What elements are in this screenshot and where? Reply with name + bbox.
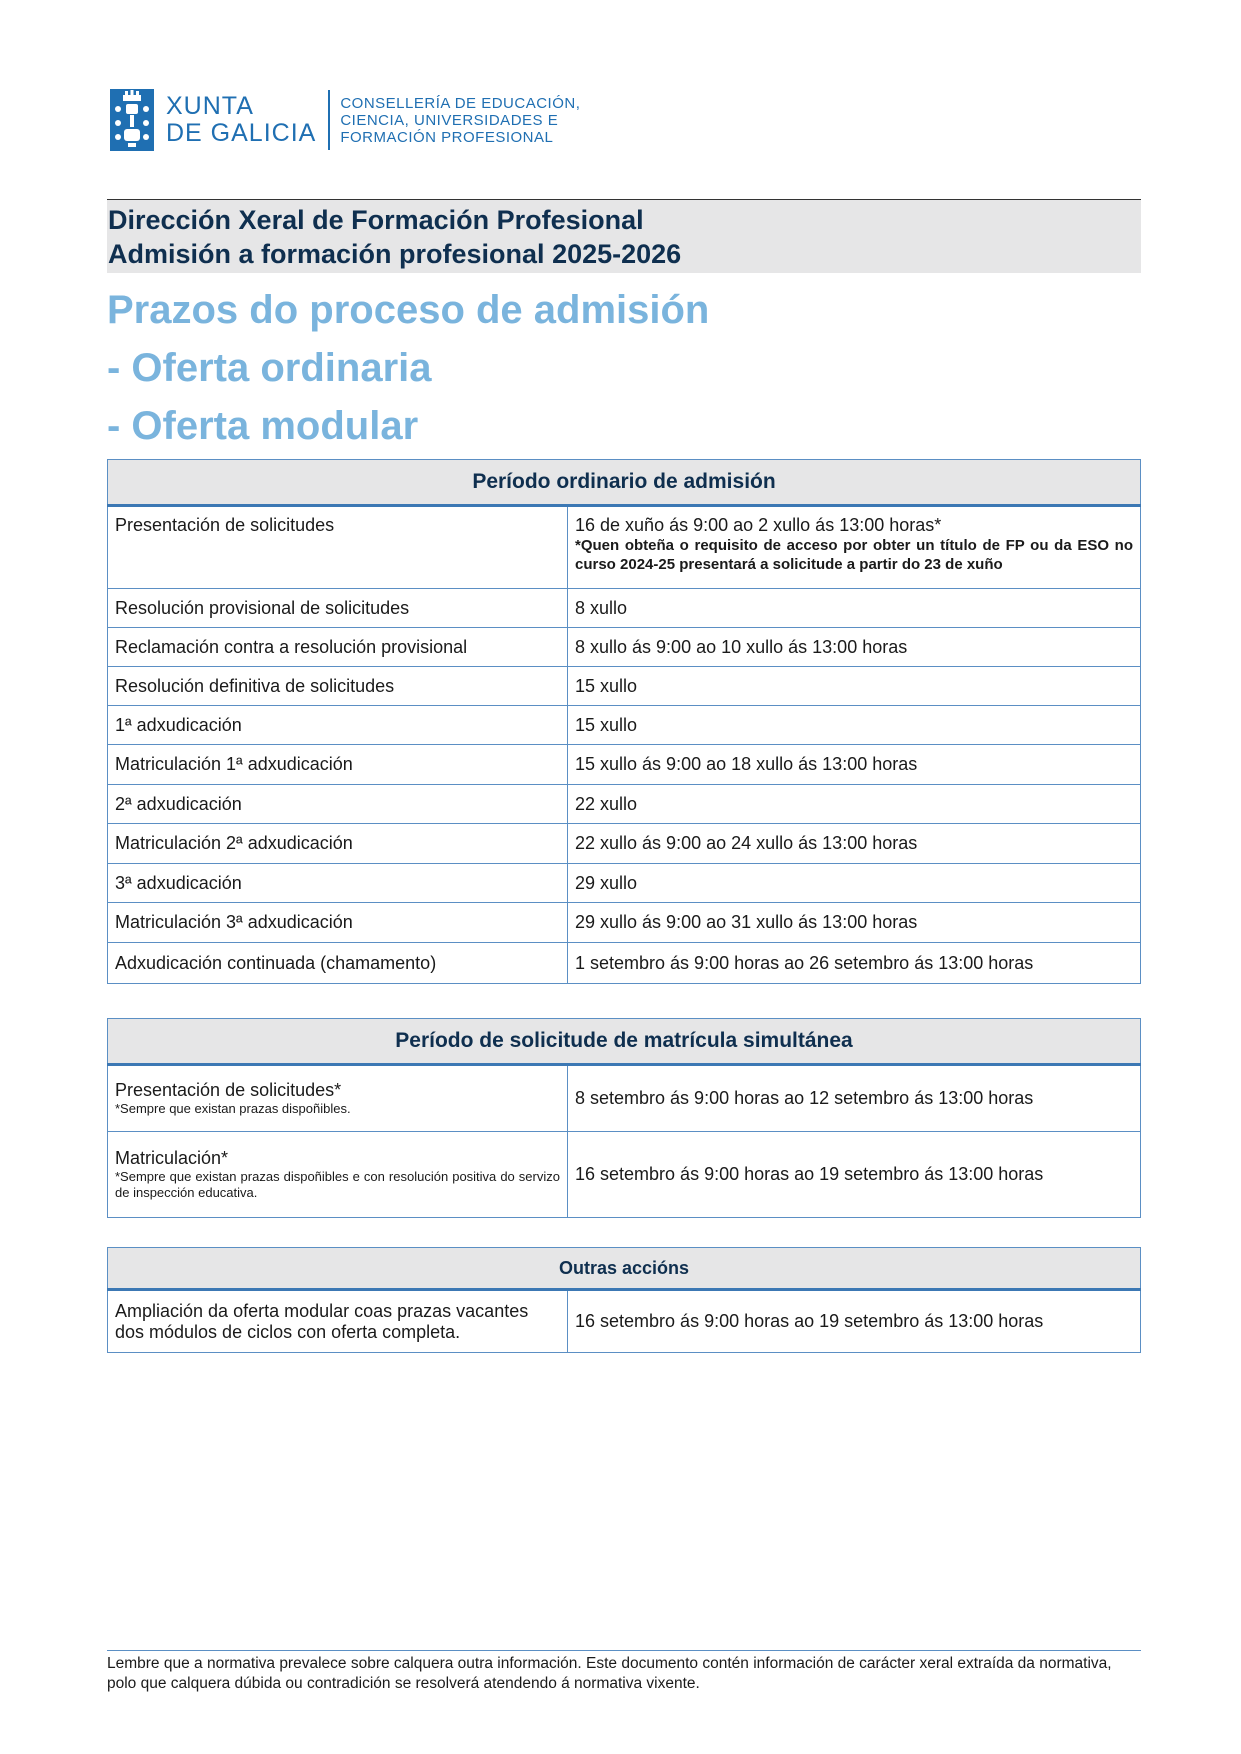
table-row-value: 8 xullo xyxy=(568,589,1141,628)
ordinary-period-table xyxy=(107,459,1141,984)
table-row-label: Presentación de solicitudes xyxy=(108,506,568,589)
deadline-value: 16 de xuño ás 9:00 ao 2 xullo ás 13:00 horas* xyxy=(575,515,942,535)
table-row-value: 29 xullo ás 9:00 ao 31 xullo ás 13:00 horas xyxy=(568,903,1141,943)
document-header xyxy=(107,199,1141,273)
table-row-label xyxy=(108,1065,568,1132)
logo-wordmark xyxy=(166,93,316,147)
coat-of-arms-icon xyxy=(110,89,154,151)
table-row-label: Resolución provisional de solicitudes xyxy=(108,589,568,628)
table-row-label: Resolución definitiva de solicitudes xyxy=(108,667,568,706)
department-line2: CIENCIA, UNIVERSIDADES E xyxy=(340,111,559,129)
table-row-value: 15 xullo xyxy=(568,706,1141,745)
department-line3: FORMACIÓN PROFESIONAL xyxy=(340,128,554,146)
table-row-value: 8 setembro ás 9:00 horas ao 12 setembro ás 13:00 horas xyxy=(568,1065,1141,1132)
table-row-value: 29 xullo xyxy=(568,864,1141,903)
table-row-value: 15 xullo xyxy=(568,667,1141,706)
table-row-label: Adxudicación continuada (chamamento) xyxy=(108,943,568,984)
table-row-label: 1ª adxudicación xyxy=(108,706,568,745)
table-row-value: 22 xullo ás 9:00 ao 24 xullo ás 13:00 horas xyxy=(568,824,1141,864)
other-actions-table xyxy=(107,1247,1141,1353)
header-admission-year: Admisión a formación profesional 2025-2026 xyxy=(108,239,682,269)
page-title: Prazos do proceso de admisión xyxy=(107,288,710,332)
table-row-label: Matriculación 3ª adxudicación xyxy=(108,903,568,943)
row-footnote: *Sempre que existan prazas dispoñibles e con resolución positiva do servizo de inspección educativa. xyxy=(115,1169,560,1200)
table-heading: Período de solicitude de matrícula simultánea xyxy=(108,1019,1141,1065)
table-row-label: Matriculación 1ª adxudicación xyxy=(108,745,568,785)
logo-name-line2: DE GALICIA xyxy=(166,119,317,147)
table-row-value xyxy=(568,506,1141,589)
table-row-label xyxy=(108,1132,568,1218)
table-row-value: 15 xullo ás 9:00 ao 18 xullo ás 13:00 horas xyxy=(568,745,1141,785)
logo-divider xyxy=(328,90,330,150)
table-row-value: 8 xullo ás 9:00 ao 10 xullo ás 13:00 horas xyxy=(568,628,1141,667)
legal-disclaimer: Lembre que a normativa prevalece sobre calquera outra información. Este documento contén información de carácter xeral extraída da normativa, polo que calquera dúbida ou contradición se resolverá atendendo á normativa vixente. xyxy=(107,1650,1141,1694)
table-heading: Outras accións xyxy=(108,1248,1141,1290)
row-label-text: Matriculación* xyxy=(115,1148,229,1168)
table-row-label: 2ª adxudicación xyxy=(108,785,568,824)
page-subtitle-ordinary: - Oferta ordinaria xyxy=(107,346,432,390)
deadline-footnote: *Quen obteña o requisito de acceso por obter un título de FP ou da ESO no curso 2024-25 presentará a solicitude a partir do 23 de xuño xyxy=(575,537,1133,573)
department-name xyxy=(340,95,580,146)
simultaneous-enrolment-table xyxy=(107,1018,1141,1218)
table-row-label: 3ª adxudicación xyxy=(108,864,568,903)
header-directorate: Dirección Xeral de Formación Profesional xyxy=(108,205,644,235)
table-row-label: Matriculación 2ª adxudicación xyxy=(108,824,568,864)
page-subtitle-modular: - Oferta modular xyxy=(107,404,419,448)
table-row-value: 16 setembro ás 9:00 horas ao 19 setembro ás 13:00 horas xyxy=(568,1290,1141,1353)
table-row-label: Ampliación da oferta modular coas prazas vacantes dos módulos de ciclos con oferta completa. xyxy=(108,1290,568,1353)
table-row-value: 1 setembro ás 9:00 horas ao 26 setembro ás 13:00 horas xyxy=(568,943,1141,984)
row-label-text: Presentación de solicitudes* xyxy=(115,1080,342,1100)
logo-name-line1: XUNTA xyxy=(166,92,254,120)
table-row-label: Reclamación contra a resolución provisional xyxy=(108,628,568,667)
department-line1: CONSELLERÍA DE EDUCACIÓN, xyxy=(340,94,581,112)
row-footnote: *Sempre que existan prazas dispoñibles. xyxy=(115,1101,351,1116)
table-row-value: 22 xullo xyxy=(568,785,1141,824)
table-heading: Período ordinario de admisión xyxy=(108,460,1141,506)
xunta-logo xyxy=(110,88,580,152)
table-row-value: 16 setembro ás 9:00 horas ao 19 setembro ás 13:00 horas xyxy=(568,1132,1141,1218)
